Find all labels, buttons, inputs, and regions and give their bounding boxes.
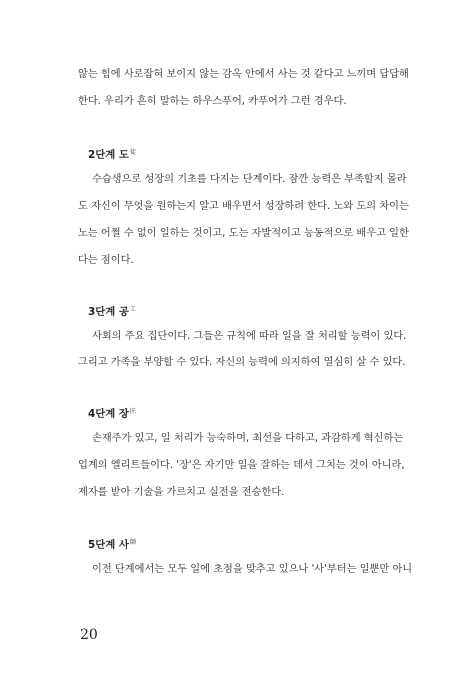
paragraph-line: 업계의 엘리트들이다. '장'은 자기만 일을 잘하는 데서 그치는 것이 아니라, <box>78 460 405 471</box>
paragraph-line: 다는 점이다. <box>78 255 134 266</box>
paragraph-line: 수습생으로 성장의 기초를 다지는 단계이다. 잠깐 능력은 부족할지 몰라 <box>92 174 407 185</box>
paragraph-line: 이전 단계에서는 모두 일에 초점을 맞추고 있으나 '사'부터는 일뿐만 아니 <box>92 564 413 575</box>
section-heading-stage-4 <box>88 405 136 421</box>
intro-line-1: 않는 힘에 사로잡혀 보이지 않는 감옥 안에서 사는 것 같다고 느끼며 답답해 <box>78 69 409 80</box>
section-heading-stage-3 <box>88 303 136 319</box>
paragraph-line: 제자를 받아 기술을 가르치고 실전을 전승한다. <box>78 487 285 498</box>
section-hanja: 師 <box>129 539 136 546</box>
section-hanja: 匠 <box>129 408 136 415</box>
section-title: 3단계 공 <box>88 306 129 318</box>
page-number: 20 <box>80 627 98 643</box>
paragraph-line: 도 자신이 무엇을 원하는지 알고 배우면서 성장하려 한다. 노와 도의 차이는 <box>78 201 409 212</box>
section-title: 4단계 장 <box>88 408 129 420</box>
section-title: 5단계 사 <box>88 539 129 551</box>
section-hanja: 徒 <box>129 149 136 156</box>
section-title: 2단계 도 <box>88 149 129 161</box>
intro-line-2: 한다. 우리가 흔히 말하는 하우스푸어, 카푸어가 그런 경우다. <box>78 96 347 107</box>
section-hanja: 工 <box>129 306 136 313</box>
paragraph-line: 그리고 가족을 부양할 수 있다. 자신의 능력에 의지하여 열심히 살 수 있다. <box>78 357 406 368</box>
section-heading-stage-5 <box>88 536 136 552</box>
paragraph-line: 사회의 주요 집단이다. 그들은 규칙에 따라 일을 잘 처리할 능력이 있다. <box>92 331 407 342</box>
paragraph-line: 손재주가 있고, 일 처리가 능숙하며, 최선을 다하고, 과감하게 혁신하는 <box>92 433 404 444</box>
paragraph-line: 노는 어쩔 수 없이 일하는 것이고, 도는 자발적이고 능동적으로 배우고 일한 <box>78 228 409 239</box>
section-heading-stage-2 <box>88 146 136 162</box>
